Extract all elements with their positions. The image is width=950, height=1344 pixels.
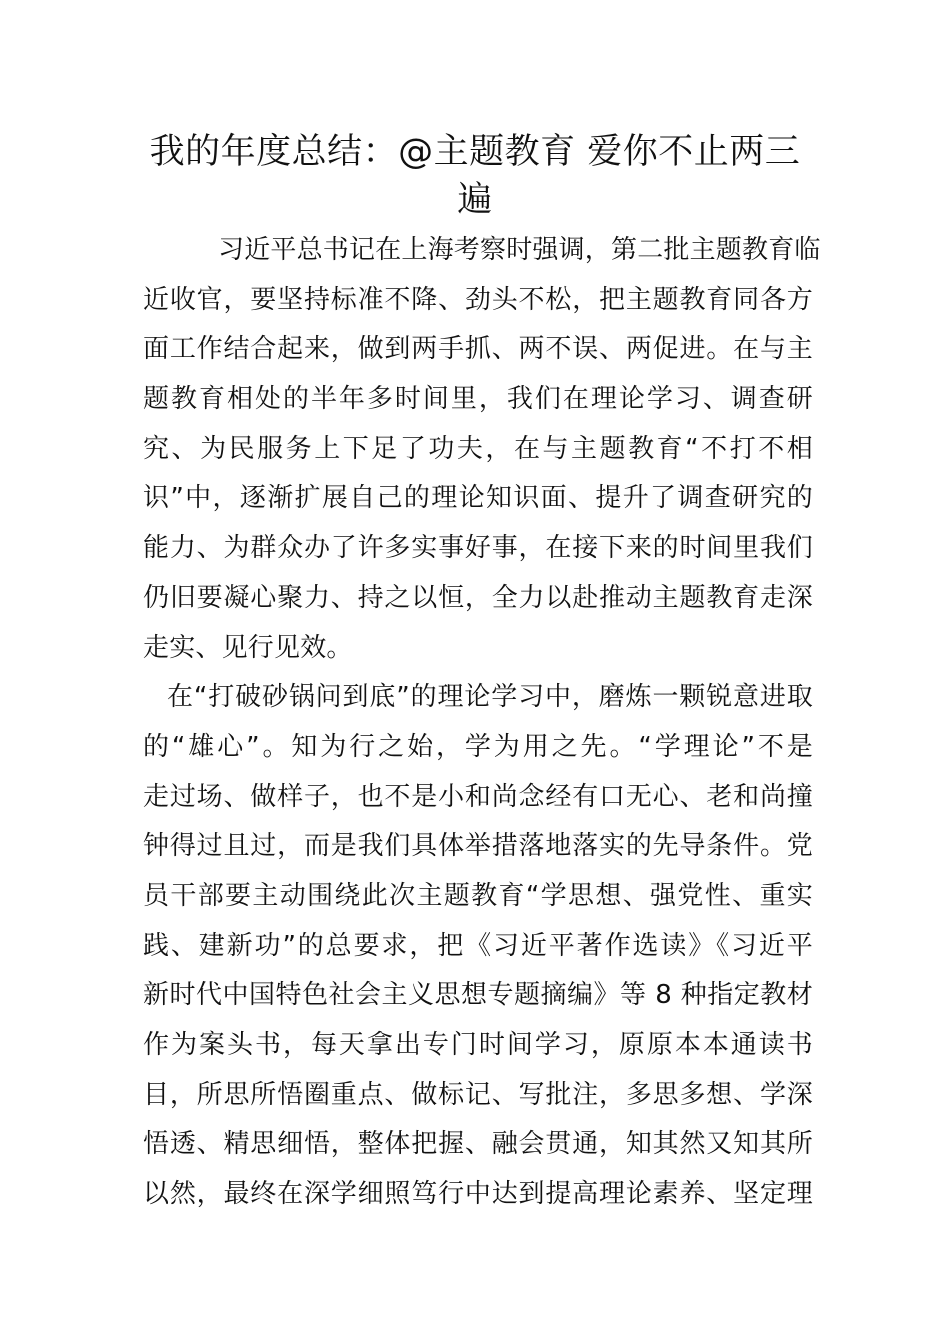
paragraph-line: 目，所思所悟圈重点、做标记、写批注，多思多想、学深 [143,1079,813,1110]
paragraph-line: 仍旧要凝心聚力、持之以恒，全力以赴推动主题教育走深 [143,582,813,613]
paragraph-2 [143,673,813,1220]
paragraph-line: 以然，最终在深学细照笃行中达到提高理论素养、坚定理 [143,1179,813,1210]
paragraph-1 [143,226,821,673]
paragraph-line: 走过场、做样子，也不是小和尚念经有口无心、老和尚撞 [143,781,813,812]
paragraph-line: 钟得过且过，而是我们具体举措落地落实的先导条件。党 [143,831,813,862]
paragraph-line: 识”中，逐渐扩展自己的理论知识面、提升了调查研究的 [143,483,813,514]
paragraph-line: 题教育相处的半年多时间里，我们在理论学习、调查研 [143,384,813,415]
title-line-2: 遍 [457,180,493,220]
paragraph-line: 作为案头书，每天拿出专门时间学习，原原本本通读书 [143,1030,813,1060]
paragraph-line: 面工作结合起来，做到两手抓、两不误、两促进。在与主 [143,334,813,365]
paragraph-line: 能力、为群众办了许多实事好事，在接下来的时间里我们 [143,533,813,564]
paragraph-line: 的“雄心”。知为行之始，学为用之先。“学理论”不是 [143,731,813,762]
title-line-1: 我的年度总结：@主题教育 爱你不止两三 [149,132,801,172]
document-body [143,226,821,1220]
paragraph-line: 悟透、精思细悟，整体把握、融会贯通，知其然又知其所 [143,1129,813,1160]
paragraph-line: 新时代中国特色社会主义思想专题摘编》等 8 种指定教材 [143,980,813,1011]
paragraph-line: 在“打破砂锅问到底”的理论学习中，磨炼一颗锐意进取 [167,682,813,713]
paragraph-line: 员干部要主动围绕此次主题教育“学思想、强党性、重实 [143,880,813,911]
paragraph-line: 走实、见行见效。 [143,632,353,663]
paragraph-line: 习近平总书记在上海考察时强调，第二批主题教育临 [218,235,821,265]
document-title [140,128,810,224]
paragraph-line: 究、为民服务上下足了功夫，在与主题教育“不打不相 [143,433,813,464]
paragraph-line: 近收官，要坚持标准不降、劲头不松，把主题教育同各方 [143,284,813,315]
paragraph-line: 践、建新功”的总要求，把《习近平著作选读》《习近平 [143,930,813,961]
